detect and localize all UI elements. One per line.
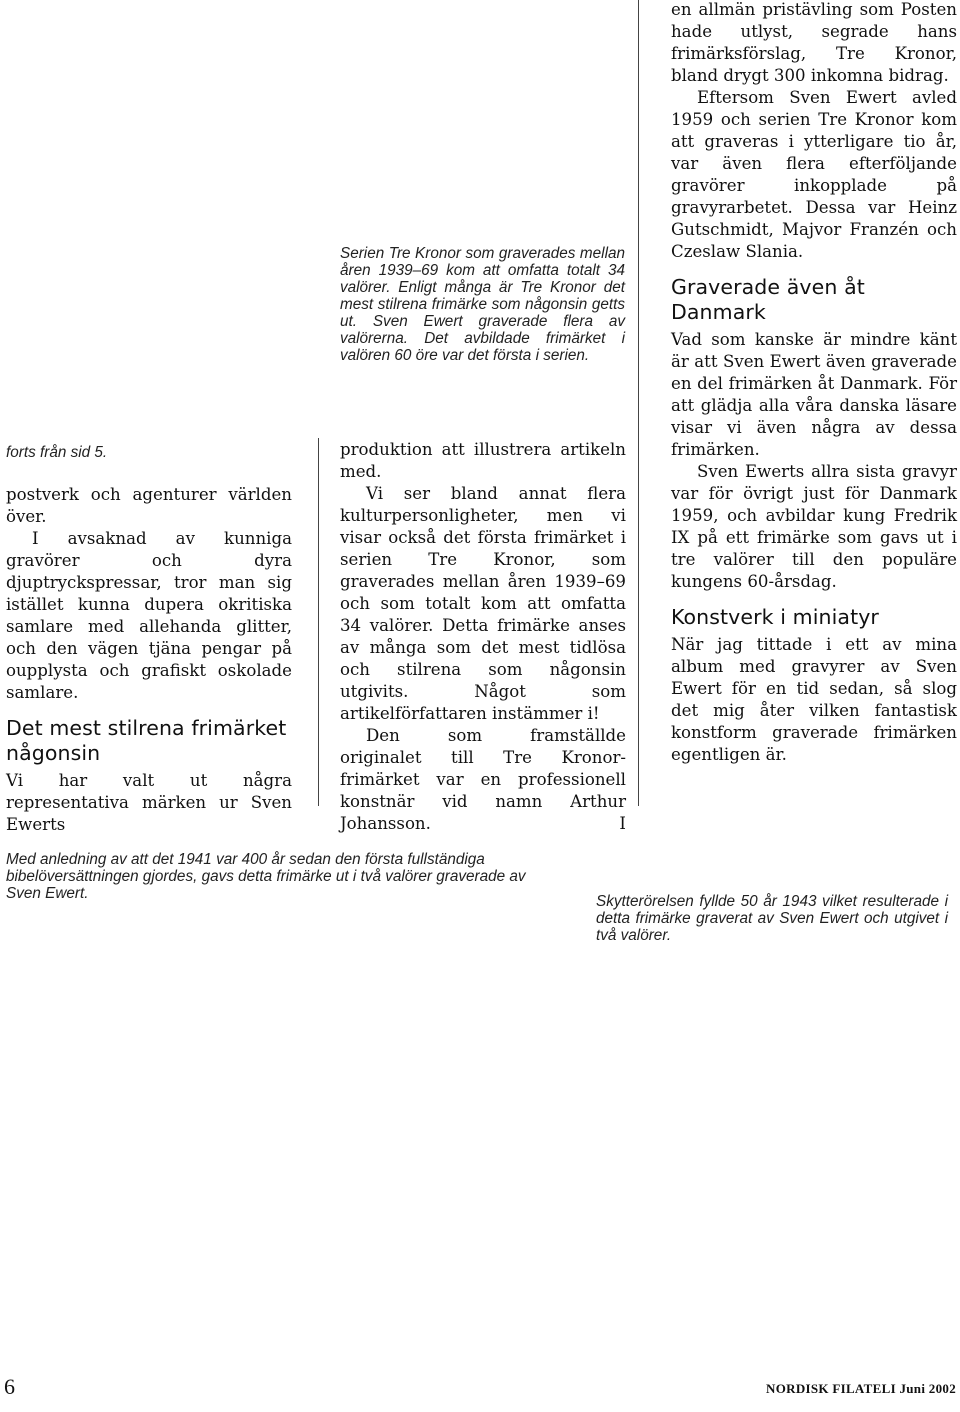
section-heading: Det mest stilrena frimärket någonsin (6, 716, 287, 765)
paragraph: Vi ser bland annat flera kulturpersonligheter, men vi visar också det första frimärket i serien Tre Kronor, som graverades mellan åren 1939–69 och som totalt kom att omfatta 34 valörer. Detta frimärke anses av många som det mest tidlösa och stilrena som någonsin utgivits. Något som artikelförfattaren instämmer i! (340, 484, 626, 723)
page-footer (0, 1372, 960, 1412)
article-column-2 (340, 439, 626, 835)
stamp-caption-tre-kronor: Serien Tre Kronor som graverades mellan åren 1939–69 kom att omfatta totalt 34 valörer. Enligt många är Tre Kronor det mest stilrena frimärke som någonsin getts ut. Sven Ewert graverade flera av valörerna. Det avbildade frimärket i valören 60 öre var det första i serien. (340, 245, 625, 364)
paragraph: Vad som kanske är mindre känt är att Sven Ewert även graverade en del frimärken åt Danmark. För att glädja alla våra danska läsare visar vi även några av dessa frimärken. (671, 330, 957, 459)
paragraph: Den som framställde originalet till Tre Kronor-frimärket var en professionell konstnär vid namn Arthur Johansson. I (340, 726, 626, 833)
paragraph: Sven Ewerts allra sista gravyr var för övrigt just för Danmark 1959, och avbildar kung Fredrik IX på ett frimärke som gavs ut i tre valörer till den populäre kungens 60-årsdag. (671, 462, 957, 591)
article-column-3 (671, 0, 957, 766)
paragraph: När jag tittade i ett av mina album med gravyrer av Sven Ewert för en tid sedan, så slog det mig åter vilken fantastisk konstform graverade frimärken egentligen är. (671, 635, 957, 764)
section-heading: Konstverk i miniatyr (671, 605, 879, 629)
magazine-issue: NORDISK FILATELI Juni 2002 (766, 1381, 956, 1396)
paragraph: en allmän pristävling som Posten hade utlyst, segrade hans frimärksförslag, Tre Kronor, bland drygt 300 inkomna bidrag. (671, 0, 957, 85)
column-divider (638, 0, 639, 806)
section-heading: Graverade även åt Danmark (671, 275, 865, 324)
page-number: 6 (4, 1374, 15, 1399)
paragraph: Vi har valt ut några representativa märken ur Sven Ewerts (6, 771, 292, 834)
article-column-1 (6, 484, 292, 836)
paragraph: produktion att illustrera artikeln med. (340, 440, 626, 481)
column-divider (318, 438, 319, 806)
paragraph: I avsaknad av kunniga gravörer och dyra djuptryckspressar, tror man sig istället kunna dupera okritiska samlare med allehanda glitter, och den vägen tjäna pengar på oupplysta och grafiskt oskolade samlare. (6, 529, 292, 702)
stamp-caption-bible: Med anledning av att det 1941 var 400 år sedan den första fullständiga bibelöversättningen gjordes, gavs detta frimärke ut i två valörer graverade av Sven Ewert. (6, 851, 526, 902)
stamp-caption-shooting: Skytterörelsen fyllde 50 år 1943 vilket resulterade i detta frimärke graverat av Sven Ewert och utgivet i två valörer. (596, 893, 948, 944)
paragraph: Eftersom Sven Ewert avled 1959 och serien Tre Kronor kom att graveras i ytterligare tio år, var även flera efterföljande gravörer inkopplade på gravyrarbetet. Dessa var Heinz Gutschmidt, Majvor Franzén och Czeslaw Slania. (671, 88, 957, 261)
continued-note: forts från sid 5. (6, 444, 108, 461)
paragraph: postverk och agenturer världen över. (6, 485, 292, 526)
